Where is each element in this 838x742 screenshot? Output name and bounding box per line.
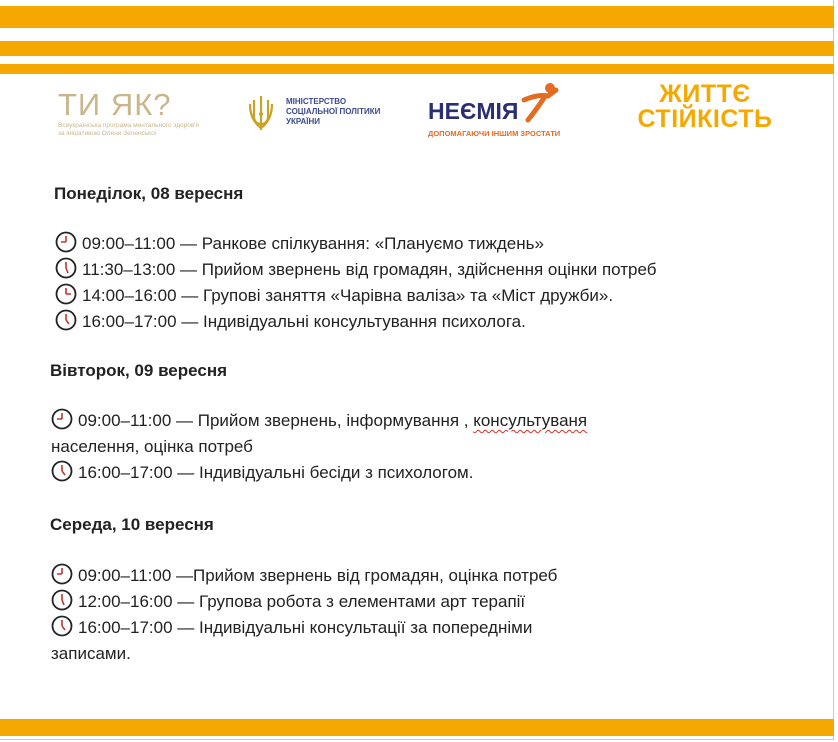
clock-icon: [51, 589, 73, 611]
neemia-logo-subtitle: ДОПОМАГАЮЧИ ІНШИМ ЗРОСТАТИ: [428, 129, 561, 138]
schedule-item: [51, 589, 525, 615]
clock-icon: [55, 309, 77, 331]
schedule-item: [55, 257, 656, 283]
schedule-item-text: 16:00–17:00 — Індивідуальні бесіди з психологом.: [78, 463, 474, 482]
day-title-wednesday: Середа, 10 вересня: [50, 515, 214, 534]
schedule-item: [51, 408, 587, 434]
schedule-item-continuation: записами.: [51, 644, 131, 663]
schedule-item-continuation: населення, оцінка потреб: [51, 437, 253, 456]
schedule-item-text: 11:30–13:00 — Прийом звернень від громадян, здійснення оцінки потреб: [82, 260, 657, 279]
schedule-item: [51, 615, 532, 641]
clock-icon: [55, 283, 77, 305]
schedule-item: [51, 460, 473, 486]
ministry-line-3: УКРАЇНИ: [286, 117, 321, 126]
schedule-item-text: 09:00–11:00 — Прийом звернень, інформування ,: [78, 411, 474, 430]
schedule-item-text: 16:00–17:00 — Індивідуальні консультації за попередніми: [78, 618, 533, 637]
tiyak-logo-subtitle-1: Всеукраїнська програма ментального здоров'я: [58, 122, 200, 129]
tiyak-logo-subtitle-2: за ініціативою Олени Зеленської: [58, 130, 157, 137]
day-title-monday: Понеділок, 08 вересня: [54, 184, 244, 203]
clock-icon: [55, 231, 77, 253]
schedule-item: [55, 231, 544, 257]
clock-icon: [51, 460, 73, 482]
clock-icon: [51, 563, 73, 585]
schedule-item: [51, 563, 557, 589]
ministry-line-1: МІНІСТЕРСТВО: [286, 97, 347, 106]
clock-icon: [55, 257, 77, 279]
schedule-item-text: 12:00–16:00 — Групова робота з елементами арт терапії: [78, 592, 526, 611]
zhyttie-logo-line-1: ЖИТТЄ: [659, 80, 751, 108]
schedule-item: [55, 309, 526, 335]
schedule-item: [55, 283, 613, 309]
neemia-logo-title: НЕЄМІЯ: [428, 98, 519, 124]
misspelled-word: консультуваня: [473, 411, 588, 430]
schedule-item-text: 16:00–17:00 — Індивідуальні консультування психолога.: [82, 312, 526, 331]
schedule-item-text: 09:00–11:00 —Прийом звернень від громадян, оцінка потреб: [78, 566, 558, 585]
tiyak-logo-title: ТИ ЯК?: [58, 87, 172, 122]
ministry-line-2: СОЦІАЛЬНОЇ ПОЛІТИКИ: [286, 107, 381, 116]
schedule-item-text: 14:00–16:00 — Групові заняття «Чарівна валіза» та «Міст дружби».: [82, 286, 614, 305]
day-title-tuesday: Вівторок, 09 вересня: [50, 361, 228, 380]
schedule-item-text: 09:00–11:00 — Ранкове спілкування: «Плануємо тиждень»: [82, 234, 544, 253]
clock-icon: [51, 408, 73, 430]
clock-icon: [51, 615, 73, 637]
zhyttie-logo-line-2: СТІЙКІСТЬ: [637, 105, 773, 133]
